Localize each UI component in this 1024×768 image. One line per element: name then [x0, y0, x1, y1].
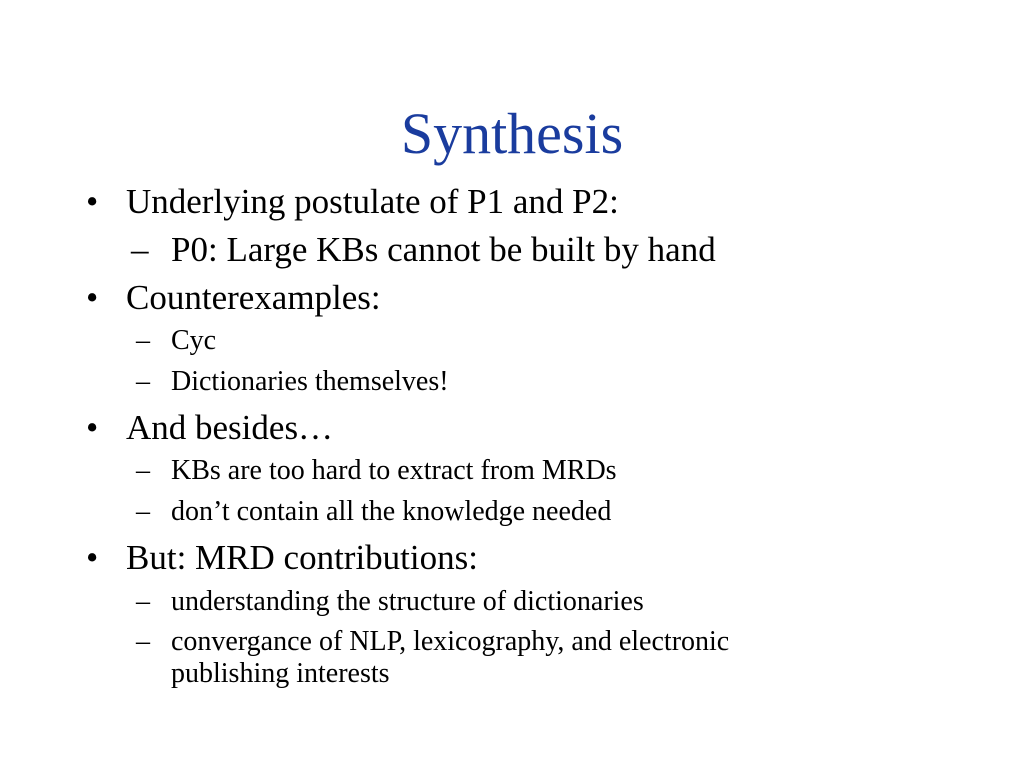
dash-icon: –: [136, 366, 150, 397]
sub-bullet-text: don’t contain all the knowledge needed: [171, 496, 612, 527]
bullet-icon: •: [86, 408, 99, 447]
dash-icon: –: [136, 325, 150, 356]
sub-bullet-text: KBs are too hard to extract from MRDs: [171, 455, 617, 486]
sub-bullet-text: P0: Large KBs cannot be built by hand: [171, 230, 716, 269]
sub-bullet-text: understanding the structure of dictionaries: [171, 586, 644, 617]
bullet-text: Counterexamples:: [126, 278, 381, 317]
bullet-icon: •: [86, 182, 99, 221]
bullet-text: And besides…: [126, 408, 334, 447]
bullet-text: Underlying postulate of P1 and P2:: [126, 182, 619, 221]
dash-icon: –: [136, 455, 150, 486]
bullet-icon: •: [86, 278, 99, 317]
sub-bullet-text: convergance of NLP, lexicography, and electronic: [171, 626, 730, 657]
sub-bullet-text: Cyc: [171, 325, 217, 356]
slide-title: Synthesis: [400, 101, 624, 166]
sub-bullet-text: Dictionaries themselves!: [171, 366, 449, 397]
dash-icon: –: [136, 496, 150, 527]
sub-bullet-text-continuation: publishing interests: [171, 658, 390, 689]
dash-icon: –: [131, 230, 149, 269]
bullet-text: But: MRD contributions:: [126, 538, 478, 577]
dash-icon: –: [136, 586, 150, 617]
bullet-icon: •: [86, 538, 99, 577]
dash-icon: –: [136, 626, 150, 657]
